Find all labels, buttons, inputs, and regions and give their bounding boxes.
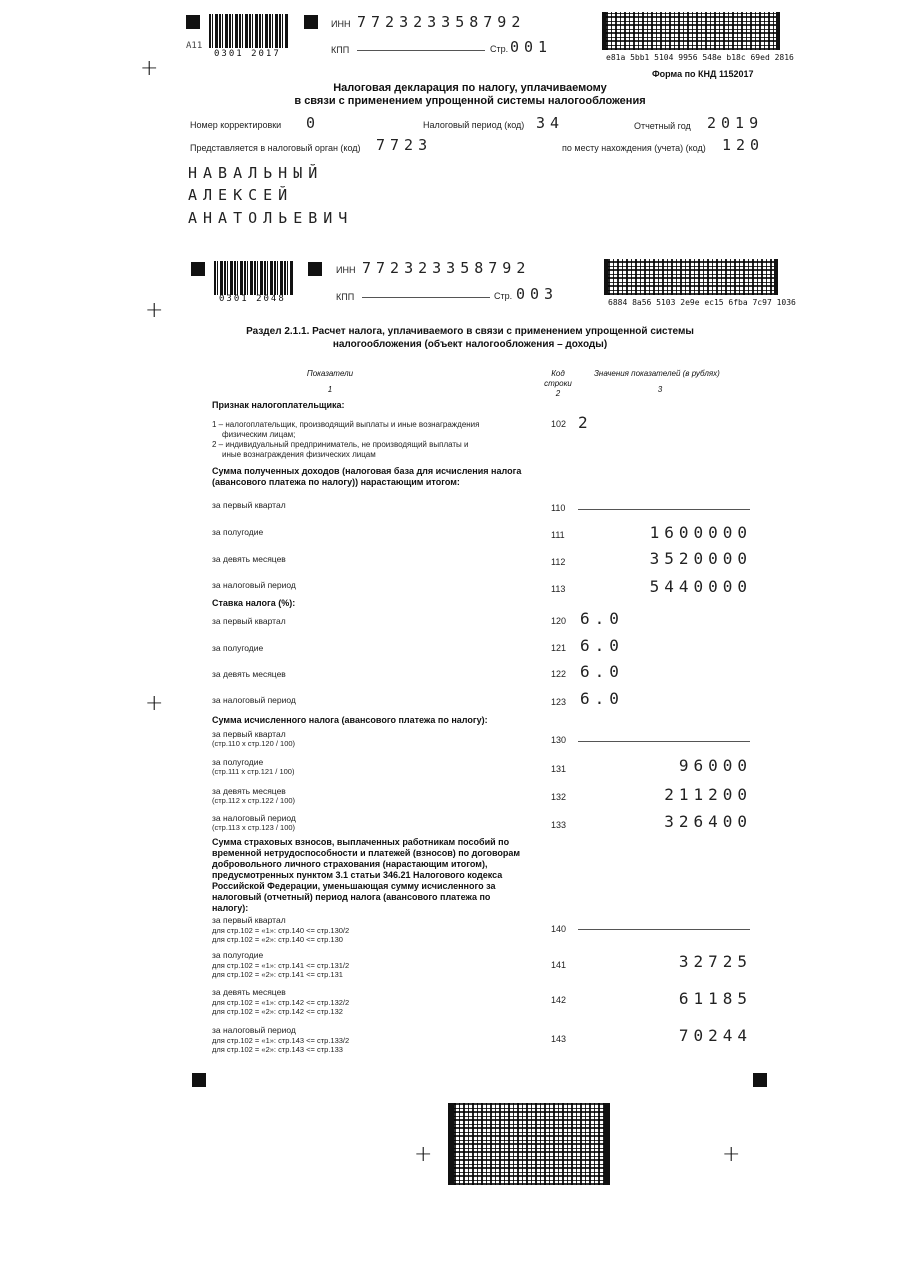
registration-square — [186, 15, 200, 29]
registration-square — [753, 1073, 767, 1087]
code-143: 143 — [551, 1034, 567, 1044]
row-131-label — [212, 757, 294, 777]
value-102: 2 — [578, 413, 588, 432]
kpp-label: КПП — [331, 45, 350, 55]
value-112: 3520000 — [649, 549, 752, 568]
value-142: 61185 — [678, 989, 752, 1008]
col2-number: 2 — [555, 389, 561, 398]
page3-barcode-number: 0301 2048 — [219, 294, 286, 304]
row-130-dash — [578, 741, 750, 742]
row-140-title: за первый квартал — [212, 915, 286, 925]
period-label: Налоговый период (код) — [423, 120, 525, 130]
row-140-label — [212, 916, 349, 945]
row-123-label: за налоговый период — [212, 695, 296, 705]
registration-square — [308, 262, 322, 276]
row-143-cond2: для стр.102 = «2»: стр.143 <= стр.133 — [212, 1045, 343, 1054]
row-133-formula: (стр.113 х стр.123 / 100) — [212, 823, 296, 832]
page-number: 001 — [510, 38, 553, 56]
insurance-header-line: Сумма страховых взносов, выплаченных работникам пособий по — [212, 837, 510, 847]
code-133: 133 — [551, 820, 567, 830]
value-111: 1600000 — [649, 523, 752, 542]
form-code: А11 — [186, 41, 203, 51]
row-140-cond2: для стр.102 = «2»: стр.140 <= стр.130 — [212, 935, 343, 944]
row-111-label: за полугодие — [212, 527, 264, 537]
row-140-cond1: для стр.102 = «1»: стр.140 <= стр.130/2 — [212, 925, 350, 935]
row-141-title: за полугодие — [212, 950, 264, 960]
row-133-label — [212, 813, 296, 833]
declaration-title-2: в связи с применением упрощенной системы налогообложения — [294, 95, 646, 107]
insurance-header — [212, 837, 534, 914]
rate-header: Ставка налога (%): — [212, 598, 296, 608]
value-132: 211200 — [664, 785, 752, 804]
code-112: 112 — [551, 557, 566, 567]
kpp-line — [357, 50, 485, 51]
value-121: 6.0 — [580, 636, 624, 655]
row-131-formula: (стр.111 х стр.121 / 100) — [212, 767, 295, 776]
patronymic: АНАТОЛЬЕВИЧ — [188, 209, 354, 227]
inn-value: 772323358792 — [362, 259, 531, 277]
knd-form: Форма по КНД 1152017 — [652, 69, 754, 79]
insurance-header-line: добровольного личного страхования (нарастающим итогом), — [212, 859, 488, 869]
row-110-dash — [578, 509, 750, 510]
row-112-label: за девять месяцев — [212, 554, 286, 564]
income-header — [212, 466, 521, 488]
place-label: по месту нахождения (учета) (код) — [562, 143, 706, 153]
value-131: 96000 — [678, 756, 752, 775]
code-142: 142 — [551, 995, 567, 1005]
row-130-formula: (стр.110 х стр.120 / 100) — [212, 739, 296, 748]
crosshair-icon: + — [140, 56, 159, 81]
insurance-header-line: налоговый (отчетный) период налога (авансового платежа по — [212, 892, 491, 902]
value-143: 70244 — [678, 1026, 752, 1045]
col3-header: Значения показателей (в рублях) — [594, 369, 720, 378]
organ-label: Представляется в налоговый орган (код) — [190, 143, 361, 153]
taxpayer-header: Признак налогоплательщика: — [212, 400, 345, 410]
taxpayer-option-1-line2: физическим лицам; — [222, 430, 296, 439]
insurance-header-line: Российской Федерации, уменьшающая сумму исчисленного за — [212, 881, 496, 891]
registration-square — [304, 15, 318, 29]
inn-value: 772323358792 — [357, 13, 526, 31]
row-121-label: за полугодие — [212, 643, 264, 653]
code-122: 122 — [551, 669, 567, 679]
code-110: 110 — [551, 503, 566, 513]
registration-square — [192, 1073, 206, 1087]
taxpayer-option-2-line2: иные вознаграждения физических лицам — [222, 450, 376, 459]
value-113: 5440000 — [649, 577, 752, 596]
row-132-formula: (стр.112 х стр.122 / 100) — [212, 796, 296, 805]
row-141-cond2: для стр.102 = «2»: стр.141 <= стр.131 — [212, 970, 343, 979]
row-140-dash — [578, 929, 750, 930]
code-141: 141 — [551, 960, 567, 970]
code-140: 140 — [551, 924, 567, 934]
code-120: 120 — [551, 616, 567, 626]
row-143-cond1: для стр.102 = «1»: стр.143 <= стр.133/2 — [212, 1035, 350, 1045]
section-title-1: Раздел 2.1.1. Расчет налога, уплачиваемого в связи с применением упрощенной системы — [246, 326, 694, 337]
page3-qr-hash: 6884 8a56 5103 2e9e ec15 6fba 7c97 1036 — [608, 298, 796, 307]
row-142-cond2: для стр.102 = «2»: стр.142 <= стр.132 — [212, 1007, 343, 1016]
page-label: Стр. — [494, 291, 513, 301]
inn-label: ИНН — [331, 19, 351, 29]
code-123: 123 — [551, 697, 567, 707]
first-name: АЛЕКСЕЙ — [188, 186, 294, 204]
page1-qr-hash: e81a 5bb1 5104 9956 548e b18c 69ed 2816 — [606, 53, 794, 62]
period-value: 34 — [536, 114, 565, 132]
insurance-header-line: предусмотренных пунктом 3.1 статьи 346.21 Налогового кодекса — [212, 870, 503, 880]
code-131: 131 — [551, 764, 567, 774]
income-header-line1: Сумма полученных доходов (налоговая база для исчисления налога — [212, 466, 522, 476]
value-120: 6.0 — [580, 609, 624, 628]
code-130: 130 — [551, 735, 567, 745]
inn-label: ИНН — [336, 265, 356, 275]
code-132: 132 — [551, 792, 567, 802]
row-143-title: за налоговый период — [212, 1025, 296, 1035]
col2-header — [538, 369, 578, 399]
code-102: 102 — [551, 419, 567, 429]
insurance-header-line: налогу): — [212, 903, 249, 913]
page-label: Стр. — [490, 44, 509, 54]
row-143-label — [212, 1026, 349, 1055]
page1-qr-barcode — [602, 12, 780, 50]
page3-linear-barcode — [214, 261, 294, 295]
organ-value: 7723 — [376, 136, 433, 154]
correction-value: 0 — [306, 114, 321, 132]
footer-2d-barcode — [448, 1103, 610, 1185]
row-132-label — [212, 786, 295, 806]
row-131-title: за полугодие — [212, 757, 264, 767]
value-123: 6.0 — [580, 689, 624, 708]
row-130-title: за первый квартал — [212, 729, 286, 739]
insurance-header-line: временной нетрудоспособности и платежей (взносов) по договорам — [212, 848, 521, 858]
income-header-line2: (авансового платежа по налогу)) нарастающим итогом: — [212, 477, 460, 487]
place-value: 120 — [722, 136, 765, 154]
value-141: 32725 — [678, 952, 752, 971]
kpp-line — [362, 297, 490, 298]
row-120-label: за первый квартал — [212, 616, 286, 626]
page1-barcode-number: 0301 2017 — [214, 49, 281, 59]
row-141-cond1: для стр.102 = «1»: стр.141 <= стр.131/2 — [212, 960, 350, 970]
value-133: 326400 — [664, 812, 752, 831]
year-value: 2019 — [707, 114, 764, 132]
taxpayer-option-2-line1: 2 – индивидуальный предприниматель, не производящий выплаты и — [212, 440, 469, 449]
code-113: 113 — [551, 584, 566, 594]
correction-label: Номер корректировки — [190, 120, 282, 130]
row-113-label: за налоговый период — [212, 580, 296, 590]
page1-linear-barcode — [209, 14, 289, 48]
crosshair-icon: + — [414, 1142, 433, 1167]
row-130-label — [212, 729, 295, 749]
col2-header-line1: Код — [551, 369, 565, 378]
row-142-cond1: для стр.102 = «1»: стр.142 <= стр.132/2 — [212, 997, 350, 1007]
row-142-label — [212, 988, 349, 1017]
col2-header-line2: строки — [544, 379, 572, 388]
row-132-title: за девять месяцев — [212, 786, 286, 796]
page-number: 003 — [516, 285, 559, 303]
declaration-title-1: Налоговая декларация по налогу, уплачиваемому — [333, 82, 607, 94]
year-label: Отчетный год — [634, 121, 691, 131]
taxpayer-option-1 — [212, 420, 479, 460]
page3-qr-barcode — [604, 259, 778, 295]
row-133-title: за налоговый период — [212, 813, 296, 823]
row-110-label: за первый квартал — [212, 500, 286, 510]
row-142-title: за девять месяцев — [212, 987, 286, 997]
crosshair-icon: + — [145, 691, 164, 716]
row-122-label: за девять месяцев — [212, 669, 286, 679]
value-122: 6.0 — [580, 662, 624, 681]
tax-header: Сумма исчисленного налога (авансового платежа по налогу): — [212, 715, 488, 725]
row-141-label — [212, 951, 349, 980]
crosshair-icon: + — [722, 1142, 741, 1167]
col1-header: Показатели — [306, 369, 354, 378]
surname: НАВАЛЬНЫЙ — [188, 164, 324, 182]
taxpayer-option-1-line1: 1 – налогоплательщик, производящий выплаты и иные вознаграждения — [212, 420, 480, 429]
code-121: 121 — [551, 643, 567, 653]
col3-number: 3 — [657, 385, 663, 394]
registration-square — [191, 262, 205, 276]
section-title-2: налогообложения (объект налогообложения – доходы) — [332, 339, 608, 350]
code-111: 111 — [551, 530, 565, 540]
col1-number: 1 — [327, 385, 333, 394]
kpp-label: КПП — [336, 292, 355, 302]
crosshair-icon: + — [145, 298, 164, 323]
